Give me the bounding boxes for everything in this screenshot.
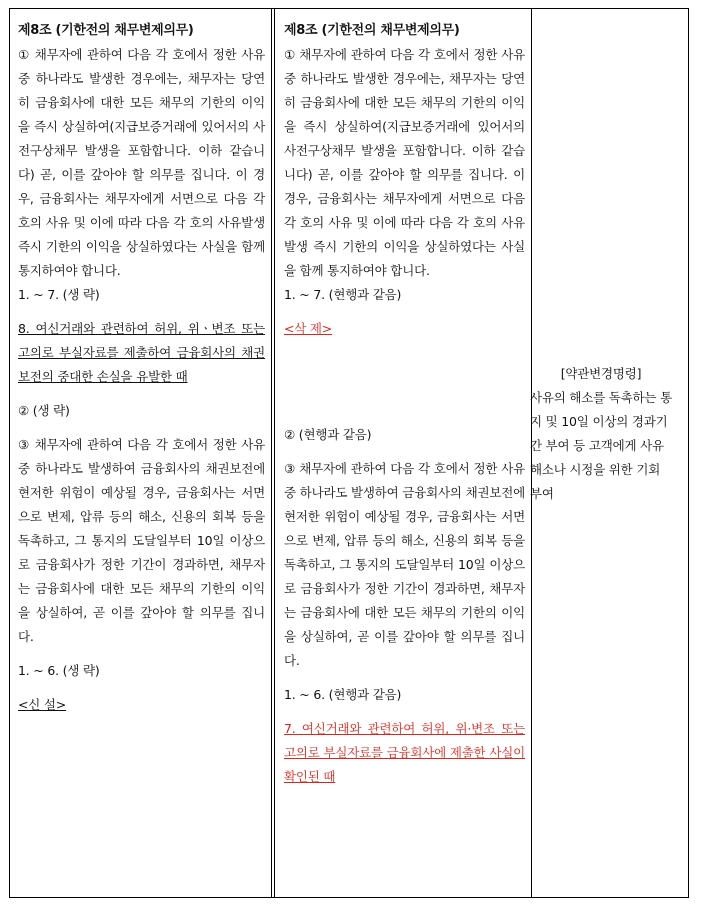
revised-paragraph-1: ① 채무자에 관하여 다음 각 호에서 정한 사유중 하나라도 발생한 경우에는, 채무자는 당연히 금융회사에 대한 모든 채무의 기한의 이익을 즉시 상실하여(지급보증거래에 있어서의 사전구상채무 발생을 포함합니다. 이하 같습니다) 곧, 이를 갚아야 할 의무를 집니다. 이 경우, 금융회사는 채무자에게 서면으로 다음 각 호의 사유 및 이에 따라 다음 각 호의 사유발생 즉시 기한의 이익을 상실하였다는 사실을 함께 통지하여야 합니다.: [284, 47, 525, 278]
remarks-body: 사유의 해소를 독촉하는 통지 및 10일 이상의 경과기간 부여 등 고객에게 사유해소나 시정을 위한 기회 부여: [530, 390, 672, 501]
revised-new-item-7: 7. 여신거래와 관련하여 허위, 위·변조 또는 고의로 부실자료를 금융회사에 제출한 사실이 확인된 때: [284, 721, 525, 784]
current-paragraph-3-items: 1. ~ 6. (생 략): [18, 663, 100, 678]
revised-deleted-marker: <삭 제>: [284, 321, 333, 336]
current-paragraph-3: ③ 채무자에 관하여 다음 각 호에서 정한 사유중 하나라도 발생하여 금융회사의 채권보전에 현저한 위험이 예상될 경우, 금융회사는 서면으로 변제, 압류 등의 해소, 신용의 회복 등을 독촉하고, 그 통지의 도달일부터 10일 이상으로 금융회사가 정한 기간이 경과하면, 채무자는 금융회사에 대한 모든 채무의 기한의 이익을 상실하여, 곧 이를 갚아야 할 의무를 집니다.: [18, 437, 265, 644]
remarks-note: [530, 362, 672, 506]
revised-paragraph-2: ② (현행과 같음): [284, 427, 372, 442]
current-article-title: 제8조 (기한전의 채무변제의무): [18, 23, 194, 38]
current-paragraph-1-items: 1. ~ 7. (생 략): [18, 287, 100, 302]
current-item-8: 8. 여신거래와 관련하여 허위, 위ㆍ변조 또는 고의로 부실자료를 제출하여 금융회사의 채권보전의 중대한 손실을 유발한 때: [18, 321, 265, 384]
revised-paragraph-1-items: 1. ~ 7. (현행과 같음): [284, 287, 402, 302]
current-new-marker: <신 설>: [18, 697, 67, 712]
column-divider: [272, 9, 275, 897]
current-paragraph-1: ① 채무자에 관하여 다음 각 호에서 정한 사유중 하나라도 발생한 경우에는, 채무자는 당연히 금융회사에 대한 모든 채무의 기한의 이익을 즉시 상실하여(지급보증거래에 있어서의 사전구상채무 발생을 포함합니다. 이하 같습니다) 곧, 이를 갚아야 할 의무를 집니다. 이 경우, 금융회사는 채무자에게 서면으로 다음 각 호의 사유 및 이에 따라 다음 각 호의 사유발생 즉시 기한의 이익을 상실하였다는 사실을 함께 통지하여야 합니다.: [18, 47, 265, 278]
current-clause-column: [10, 9, 272, 897]
remarks-heading: [약관변경명령]: [560, 366, 642, 381]
revised-paragraph-3-items: 1. ~ 6. (현행과 같음): [284, 687, 402, 702]
revised-clause-column: [276, 9, 532, 897]
current-paragraph-2: ② (생 략): [18, 403, 70, 418]
revised-paragraph-3: ③ 채무자에 관하여 다음 각 호에서 정한 사유중 하나라도 발생하여 금융회사의 채권보전에 현저한 위험이 예상될 경우, 금융회사는 서면으로 변제, 압류 등의 해소, 신용의 회복 등을 독촉하고, 그 통지의 도달일부터 10일 이상으로 금융회사가 정한 기간이 경과하면, 채무자는 금융회사에 대한 모든 채무의 기한의 이익을 상실하여, 곧 이를 갚아야 할 의무를 집니다.: [284, 461, 525, 668]
revised-article-title: 제8조 (기한전의 채무변제의무): [284, 23, 460, 38]
